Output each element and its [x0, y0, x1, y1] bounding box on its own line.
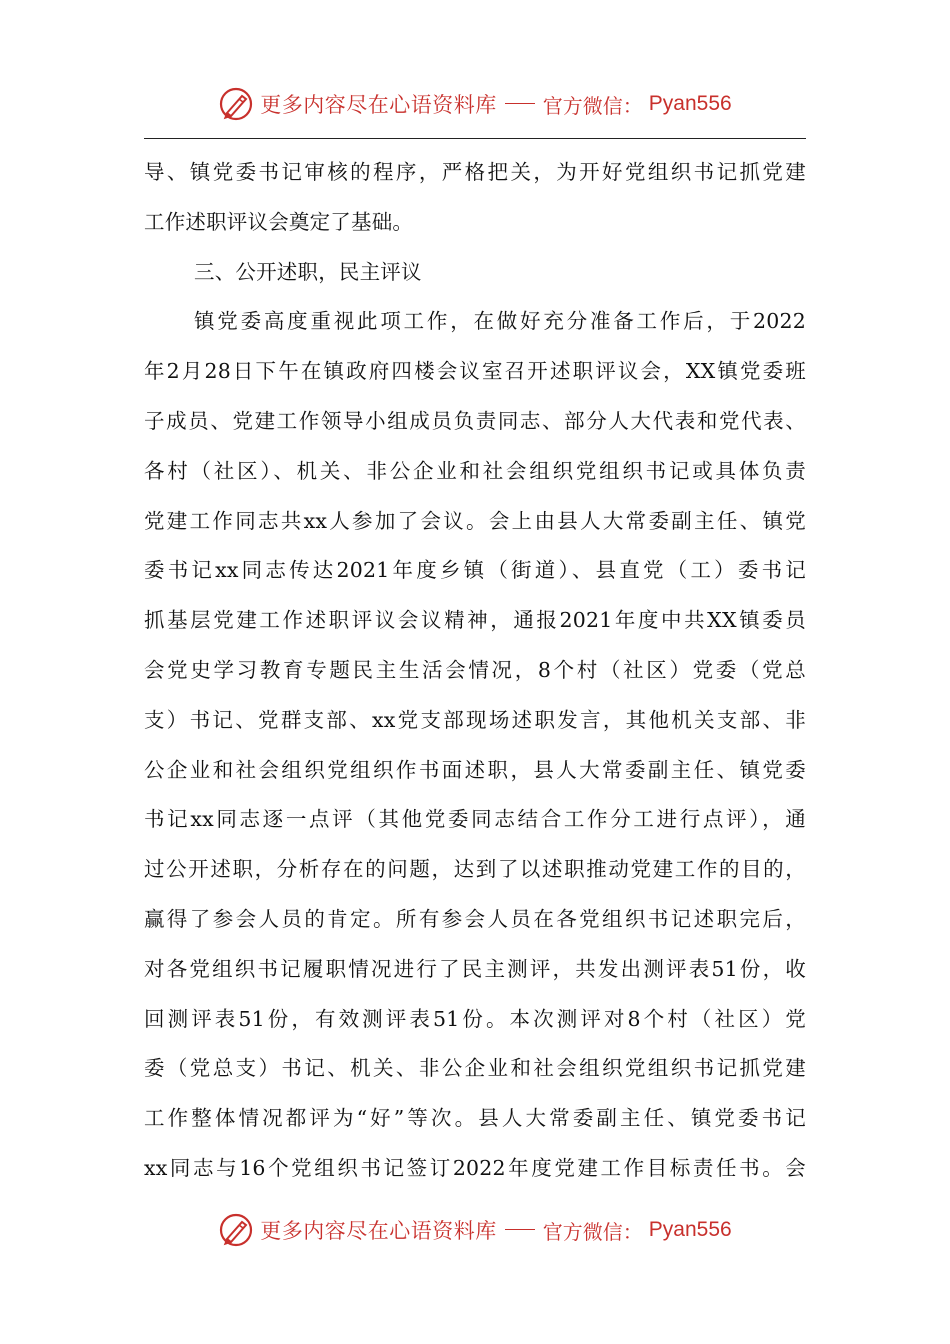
- separator-dash: [505, 103, 535, 104]
- text-line: 对各党组织书记履职情况进行了民主测评，共发出测评表51份，收: [144, 956, 806, 981]
- text-line: 抓基层党建工作述职评议会议精神，通报2021年度中共XX镇委员: [144, 608, 806, 633]
- wechat-id: Pyan556: [648, 1218, 732, 1241]
- text-line: 委书记xx同志传达2021年度乡镇（街道）、县直党（工）委书记: [144, 558, 806, 583]
- text-line: xx同志与16个党组织书记签订2022年度党建工作目标责任书。会: [144, 1155, 806, 1180]
- site-name: 更多内容尽在心语资料库: [260, 93, 497, 117]
- text-line: 委（党总支）书记、机关、非公企业和社会组织党组织书记抓党建: [144, 1056, 806, 1081]
- pen-logo-icon: [218, 86, 254, 122]
- text-line: 会党史学习教育专题民主生活会情况，8个村（社区）党委（党总: [144, 657, 806, 682]
- text-line: 赢得了参会人员的肯定。所有参会人员在各党组织书记述职完后，: [144, 906, 806, 931]
- wechat-id: Pyan556: [648, 92, 732, 115]
- text-line: 镇党委高度重视此项工作，在做好充分准备工作后，于2022: [194, 309, 806, 334]
- separator-dash: [505, 1229, 535, 1230]
- text-line: 导、镇党委书记审核的程序，严格把关，为开好党组织书记抓党建: [144, 160, 806, 184]
- section-heading: 三、公开述职，民主评议: [194, 259, 422, 284]
- text-line: 党建工作同志共xx人参加了会议。会上由县人大常委副主任、镇党: [144, 508, 806, 533]
- text-line: 工作整体情况都评为“好”等次。县人大常委副主任、镇党委书记: [144, 1106, 806, 1131]
- wechat-label: 官方微信：: [542, 1219, 643, 1244]
- header-divider: [144, 138, 806, 139]
- text-line: 过公开述职，分析存在的问题，达到了以述职推动党建工作的目的，: [144, 857, 806, 882]
- header-banner: [0, 82, 950, 126]
- site-name: 更多内容尽在心语资料库: [260, 1219, 497, 1243]
- text-line: 子成员、党建工作领导小组成员负责同志、部分人大代表和党代表、: [144, 408, 806, 433]
- text-line: 回测评表51份，有效测评表51份。本次测评对8个村（社区）党: [144, 1006, 806, 1031]
- text-line: 年2月28日下午在镇政府四楼会议室召开述职评议会，XX镇党委班: [144, 359, 806, 384]
- pen-logo-icon: [218, 1212, 254, 1248]
- footer-banner: [0, 1208, 950, 1252]
- text-line: 书记xx同志逐一点评（其他党委同志结合工作分工进行点评），通: [144, 807, 806, 832]
- wechat-label: 官方微信：: [542, 93, 643, 118]
- text-line: 支）书记、党群支部、xx党支部现场述职发言，其他机关支部、非: [144, 707, 806, 732]
- text-line: 各村（社区）、机关、非公企业和社会组织党组织书记或具体负责: [144, 458, 806, 483]
- document-body: [144, 148, 806, 1194]
- text-line: 公企业和社会组织党组织作书面述职，县人大常委副主任、镇党委: [144, 757, 806, 782]
- text-line: 工作述职评议会奠定了基础。: [144, 209, 414, 234]
